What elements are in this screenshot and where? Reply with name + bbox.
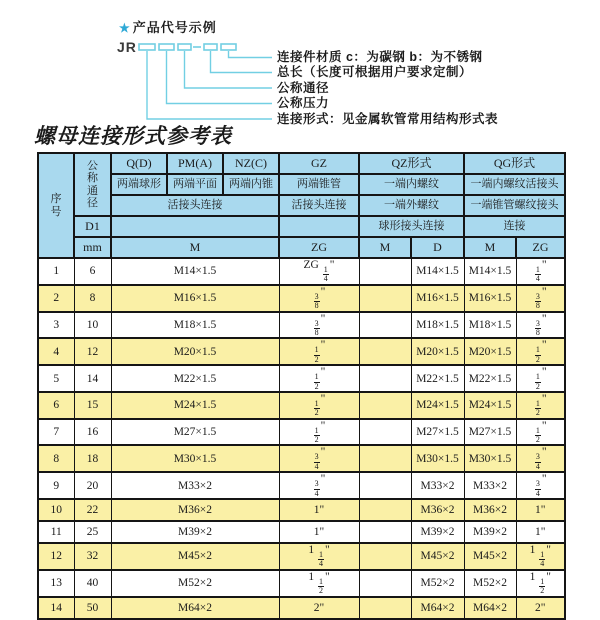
cell-seq: 13: [38, 570, 74, 597]
cell-qg-zg: $\frac{3}{4}$ ": [516, 445, 565, 472]
cell-qg-m: M30×1.5: [464, 445, 516, 472]
cell-m: M14×1.5: [111, 258, 279, 285]
cell-dn: 50: [74, 597, 111, 619]
header-qz-code: QZ形式: [359, 153, 464, 174]
code-box-total-length: [204, 44, 217, 50]
header-q-code: Q(D): [111, 153, 167, 174]
cell-qz-m: [359, 365, 411, 392]
header-gz-desc: 两端锥管: [279, 174, 359, 195]
cell-qg-m: M27×1.5: [464, 419, 516, 446]
header-qg-unit-m: M: [464, 237, 516, 258]
cell-gz-zg: $\frac{3}{8}$ ": [279, 285, 359, 312]
cell-seq: 9: [38, 472, 74, 499]
table-body: [38, 258, 565, 619]
header-pm-desc: 两端平面: [167, 174, 223, 195]
cell-dn: 10: [74, 312, 111, 339]
cell-gz-zg: ZG $\frac{1}{4}$ ": [279, 258, 359, 285]
cell-qz-m: [359, 543, 411, 570]
table-row: [38, 419, 565, 446]
cell-qg-m: M22×1.5: [464, 365, 516, 392]
cell-qz-m: [359, 419, 411, 446]
cell-qg-zg: 1": [516, 521, 565, 543]
cell-dn: 12: [74, 338, 111, 365]
cell-qz-d: M16×1.5: [411, 285, 464, 312]
cell-qz-m: [359, 597, 411, 619]
cell-m: M36×2: [111, 499, 279, 521]
cell-seq: 1: [38, 258, 74, 285]
table-row: [38, 365, 565, 392]
table-row: [38, 499, 565, 521]
cell-m: M30×1.5: [111, 445, 279, 472]
header-blank-gz: [279, 216, 359, 237]
cell-dn: 32: [74, 543, 111, 570]
cell-qg-m: M14×1.5: [464, 258, 516, 285]
cell-seq: 6: [38, 392, 74, 419]
cell-m: M27×1.5: [111, 419, 279, 446]
cell-qg-m: M52×2: [464, 570, 516, 597]
cell-gz-zg: 1": [279, 499, 359, 521]
header-nz-desc: 两端内锥: [223, 174, 279, 195]
table-row: [38, 392, 565, 419]
cell-qz-d: M36×2: [411, 499, 464, 521]
table-row: [38, 521, 565, 543]
cell-seq: 14: [38, 597, 74, 619]
cell-qz-m: [359, 445, 411, 472]
header-blank-qpn: [111, 216, 279, 237]
header-qg-row4: 连接: [464, 216, 565, 237]
cell-dn: 20: [74, 472, 111, 499]
label-nominal-diameter: 公称通径: [277, 80, 330, 95]
cell-seq: 7: [38, 419, 74, 446]
cell-qz-m: [359, 392, 411, 419]
cell-gz-zg: $\frac{1}{2}$ ": [279, 392, 359, 419]
header-q-desc: 两端球形: [111, 174, 167, 195]
cell-gz-zg: $\frac{3}{4}$ ": [279, 472, 359, 499]
cell-qg-m: M36×2: [464, 499, 516, 521]
header-qg-code: QG形式: [464, 153, 565, 174]
connector-connection-form: [147, 51, 272, 119]
cell-m: M52×2: [111, 570, 279, 597]
product-code-prefix: JR: [117, 39, 137, 55]
cell-seq: 2: [38, 285, 74, 312]
cell-gz-zg: 1 $\frac{1}{4}$ ": [279, 543, 359, 570]
header-nz-code: NZ(C): [223, 153, 279, 174]
header-d1: D1: [74, 216, 111, 237]
cell-m: M20×1.5: [111, 338, 279, 365]
table-row: [38, 285, 565, 312]
cell-qz-d: M45×2: [411, 543, 464, 570]
cell-qg-m: M33×2: [464, 472, 516, 499]
header-qg-row3: 一端锥管螺纹接头: [464, 195, 565, 216]
table-row: [38, 472, 565, 499]
cell-dn: 8: [74, 285, 111, 312]
table-row: [38, 445, 565, 472]
cell-qg-zg: $\frac{1}{4}$ ": [516, 258, 565, 285]
cell-m: M39×2: [111, 521, 279, 543]
cell-qz-d: M24×1.5: [411, 392, 464, 419]
connector-total-length: [211, 51, 273, 73]
cell-gz-zg: $\frac{3}{4}$ ": [279, 445, 359, 472]
cell-qz-m: [359, 570, 411, 597]
cell-qz-m: [359, 338, 411, 365]
cell-qg-zg: $\frac{3}{4}$ ": [516, 472, 565, 499]
cell-gz-zg: $\frac{3}{8}$ ": [279, 312, 359, 339]
header-nominal-diameter: 公 称 通 径: [74, 153, 111, 216]
header-mm: mm: [74, 237, 111, 258]
header-qg-unit-zg: ZG: [516, 237, 565, 258]
cell-gz-zg: 2": [279, 597, 359, 619]
cell-qz-m: [359, 312, 411, 339]
cell-qg-m: M24×1.5: [464, 392, 516, 419]
cell-qz-m: [359, 285, 411, 312]
cell-qz-m: [359, 521, 411, 543]
cell-dn: 6: [74, 258, 111, 285]
cell-qz-m: [359, 258, 411, 285]
header-pm-code: PM(A): [167, 153, 223, 174]
cell-qg-m: M64×2: [464, 597, 516, 619]
header-qz-unit-d: D: [411, 237, 464, 258]
table-row: [38, 258, 565, 285]
cell-qz-d: M33×2: [411, 472, 464, 499]
table-row: [38, 543, 565, 570]
cell-qg-zg: 2": [516, 597, 565, 619]
header-qz-desc: 一端内螺纹: [359, 174, 464, 195]
header-gz-connection: 活接头连接: [279, 195, 359, 216]
cell-seq: 3: [38, 312, 74, 339]
cell-qz-d: M30×1.5: [411, 445, 464, 472]
cell-m: M18×1.5: [111, 312, 279, 339]
cell-seq: 4: [38, 338, 74, 365]
cell-qg-zg: $\frac{1}{2}$ ": [516, 392, 565, 419]
code-box-nominal-diameter: [178, 44, 191, 50]
cell-qg-m: M39×2: [464, 521, 516, 543]
cell-dn: 25: [74, 521, 111, 543]
cell-qz-d: M27×1.5: [411, 419, 464, 446]
header-gz-code: GZ: [279, 153, 359, 174]
cell-dn: 22: [74, 499, 111, 521]
header-qz-unit-m: M: [359, 237, 411, 258]
header-qz-row3: 一端外螺纹: [359, 195, 464, 216]
cell-qg-zg: $\frac{1}{2}$ ": [516, 338, 565, 365]
header-unit-zg: ZG: [279, 237, 359, 258]
table-row: [38, 312, 565, 339]
cell-dn: 14: [74, 365, 111, 392]
connector-nominal-pressure: [167, 51, 273, 104]
cell-gz-zg: $\frac{1}{2}$ ": [279, 419, 359, 446]
cell-qg-m: M20×1.5: [464, 338, 516, 365]
cell-dn: 18: [74, 445, 111, 472]
cell-qg-m: M45×2: [464, 543, 516, 570]
cell-m: M33×2: [111, 472, 279, 499]
cell-m: M24×1.5: [111, 392, 279, 419]
label-nominal-pressure: 公称压力: [277, 96, 330, 110]
cell-qz-d: M64×2: [411, 597, 464, 619]
cell-gz-zg: $\frac{1}{2}$ ": [279, 338, 359, 365]
connector-material: [229, 51, 273, 58]
cell-m: M22×1.5: [111, 365, 279, 392]
star-icon: ★: [119, 21, 131, 35]
cell-qz-m: [359, 472, 411, 499]
cell-qg-zg: 1": [516, 499, 565, 521]
cell-qg-zg: 1 $\frac{1}{2}$ ": [516, 570, 565, 597]
header-seq: 序 号: [38, 153, 74, 258]
cell-qg-zg: $\frac{3}{8}$ ": [516, 312, 565, 339]
header-qg-desc: 一端内螺纹活接头: [464, 174, 565, 195]
header-unit-m: M: [111, 237, 279, 258]
cell-dn: 16: [74, 419, 111, 446]
label-connection-form: 连接形式：见金属软管常用结构形式表: [277, 111, 499, 126]
cell-seq: 11: [38, 521, 74, 543]
cell-seq: 5: [38, 365, 74, 392]
cell-gz-zg: $\frac{1}{2}$ ": [279, 365, 359, 392]
cell-seq: 10: [38, 499, 74, 521]
code-box-nominal-pressure: [159, 44, 174, 50]
cell-m: M16×1.5: [111, 285, 279, 312]
cell-qz-d: M22×1.5: [411, 365, 464, 392]
cell-m: M64×2: [111, 597, 279, 619]
cell-qz-d: M52×2: [411, 570, 464, 597]
nut-connection-reference-table: [37, 152, 566, 620]
cell-qz-d: M14×1.5: [411, 258, 464, 285]
cell-m: M45×2: [111, 543, 279, 570]
cell-seq: 8: [38, 445, 74, 472]
cell-qz-m: [359, 499, 411, 521]
cell-dn: 40: [74, 570, 111, 597]
cell-qz-d: M39×2: [411, 521, 464, 543]
cell-qg-m: M16×1.5: [464, 285, 516, 312]
cell-qg-zg: $\frac{1}{2}$ ": [516, 419, 565, 446]
cell-qg-m: M18×1.5: [464, 312, 516, 339]
cell-gz-zg: 1": [279, 521, 359, 543]
code-box-material: [221, 44, 236, 50]
table-row: [38, 597, 565, 619]
label-total-length: 总长（长度可根据用户要求定制）: [277, 65, 473, 79]
table-row: [38, 338, 565, 365]
cell-qg-zg: $\frac{1}{2}$ ": [516, 365, 565, 392]
cell-qz-d: M18×1.5: [411, 312, 464, 339]
table-row: [38, 570, 565, 597]
cell-gz-zg: 1 $\frac{1}{2}$ ": [279, 570, 359, 597]
header-qz-row4: 球形接头连接: [359, 216, 464, 237]
cell-qz-d: M20×1.5: [411, 338, 464, 365]
cell-qg-zg: $\frac{3}{8}$ ": [516, 285, 565, 312]
label-material: 连接件材质 c：为碳钢 b：为不锈钢: [277, 50, 483, 64]
table-title: 螺母连接形式参考表: [34, 123, 232, 148]
code-box-connection-form: [139, 44, 155, 50]
product-code-example-label: 产品代号示例: [132, 20, 217, 35]
cell-qg-zg: 1 $\frac{1}{4}$ ": [516, 543, 565, 570]
cell-seq: 12: [38, 543, 74, 570]
cell-dn: 15: [74, 392, 111, 419]
header-qpn-connection: 活接头连接: [111, 195, 279, 216]
